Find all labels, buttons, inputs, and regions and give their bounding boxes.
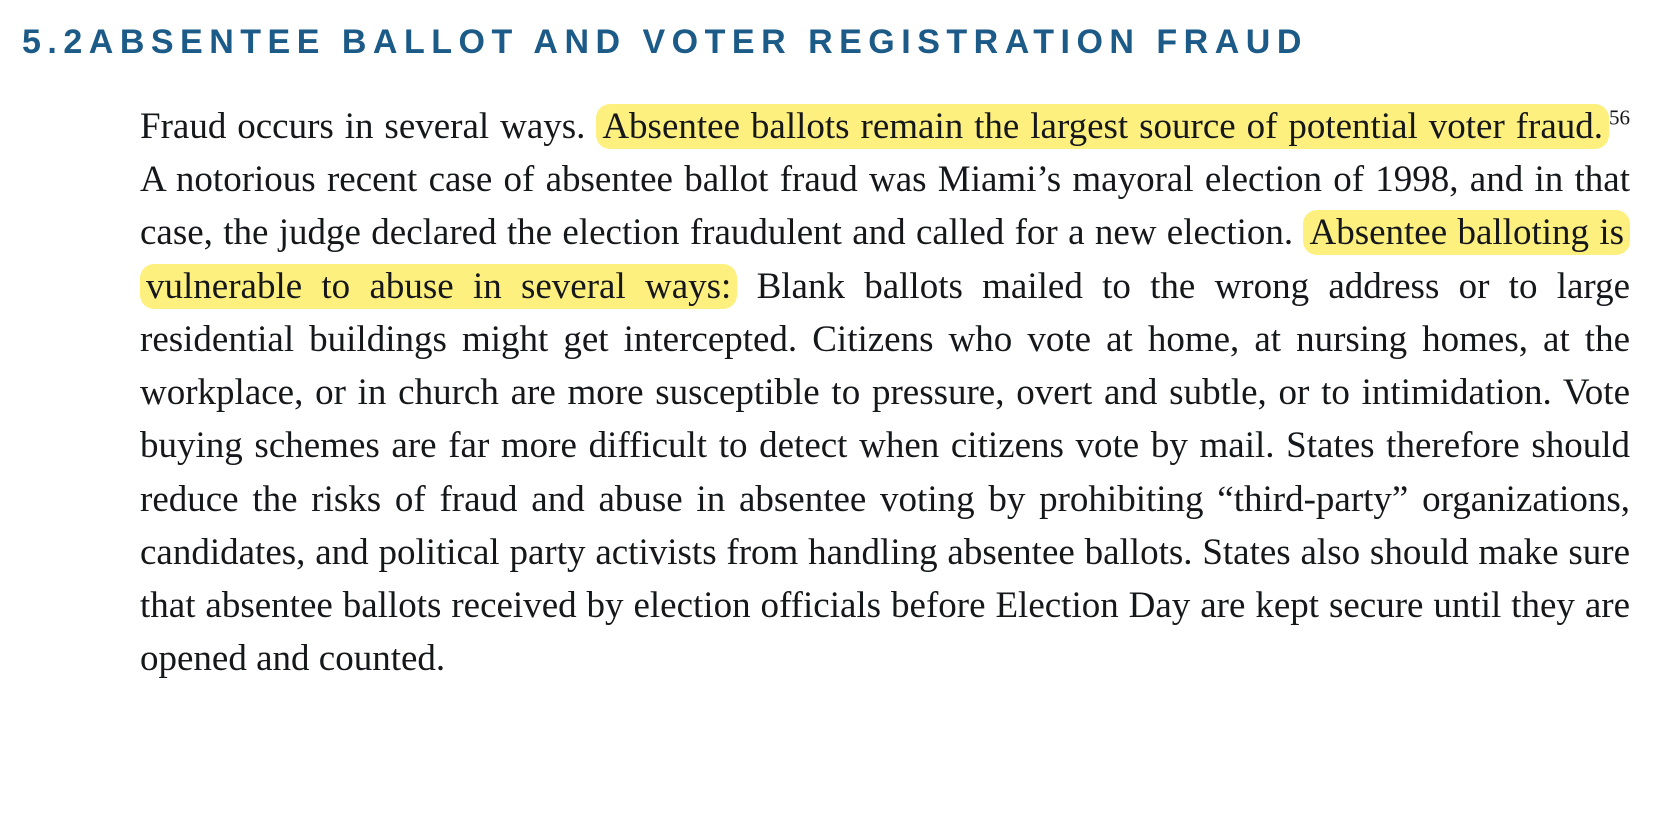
highlighted-text-segment: Absentee ballots remain the largest source of potential voter fraud. — [596, 104, 1609, 149]
footnote-reference: 56 — [1609, 105, 1630, 130]
body-text-block — [140, 100, 1630, 686]
text-segment: A notorious recent case of absentee ballot fraud was Miami’s mayoral election of 1998, and in that case, the judge declared the election fraudulent and called for a new election. — [140, 159, 1630, 254]
text-segment: Blank ballots mailed to the wrong address or to large residential buildings might get intercepted. Citizens who vote at home, at nursing homes, at the workplace, or in church are more susceptible to pressure, overt and subtle, or to intimidation. Vote buying schemes are far more difficult to detect when citizens vote by mail. States therefore should reduce the risks of fraud and abuse in absentee voting by prohibiting “third-party” organizations, candidates, and political party activists from handling absentee ballots. States also should make sure that absentee ballots received by election officials before Election Day are kept secure until they are opened and counted. — [140, 265, 1630, 680]
page-title: ABSENTEE BALLOT AND VOTER REGISTRATION FRAUD — [88, 23, 1308, 61]
paragraph — [140, 100, 1630, 686]
section-number: 5.2 — [22, 23, 89, 61]
text-segment: Fraud occurs in several ways. — [140, 105, 597, 147]
highlighted-text-segment: Absentee balloting is vulnerable to abuse in several ways: — [140, 210, 1630, 308]
section-heading — [22, 22, 1675, 63]
document-page — [0, 22, 1675, 818]
